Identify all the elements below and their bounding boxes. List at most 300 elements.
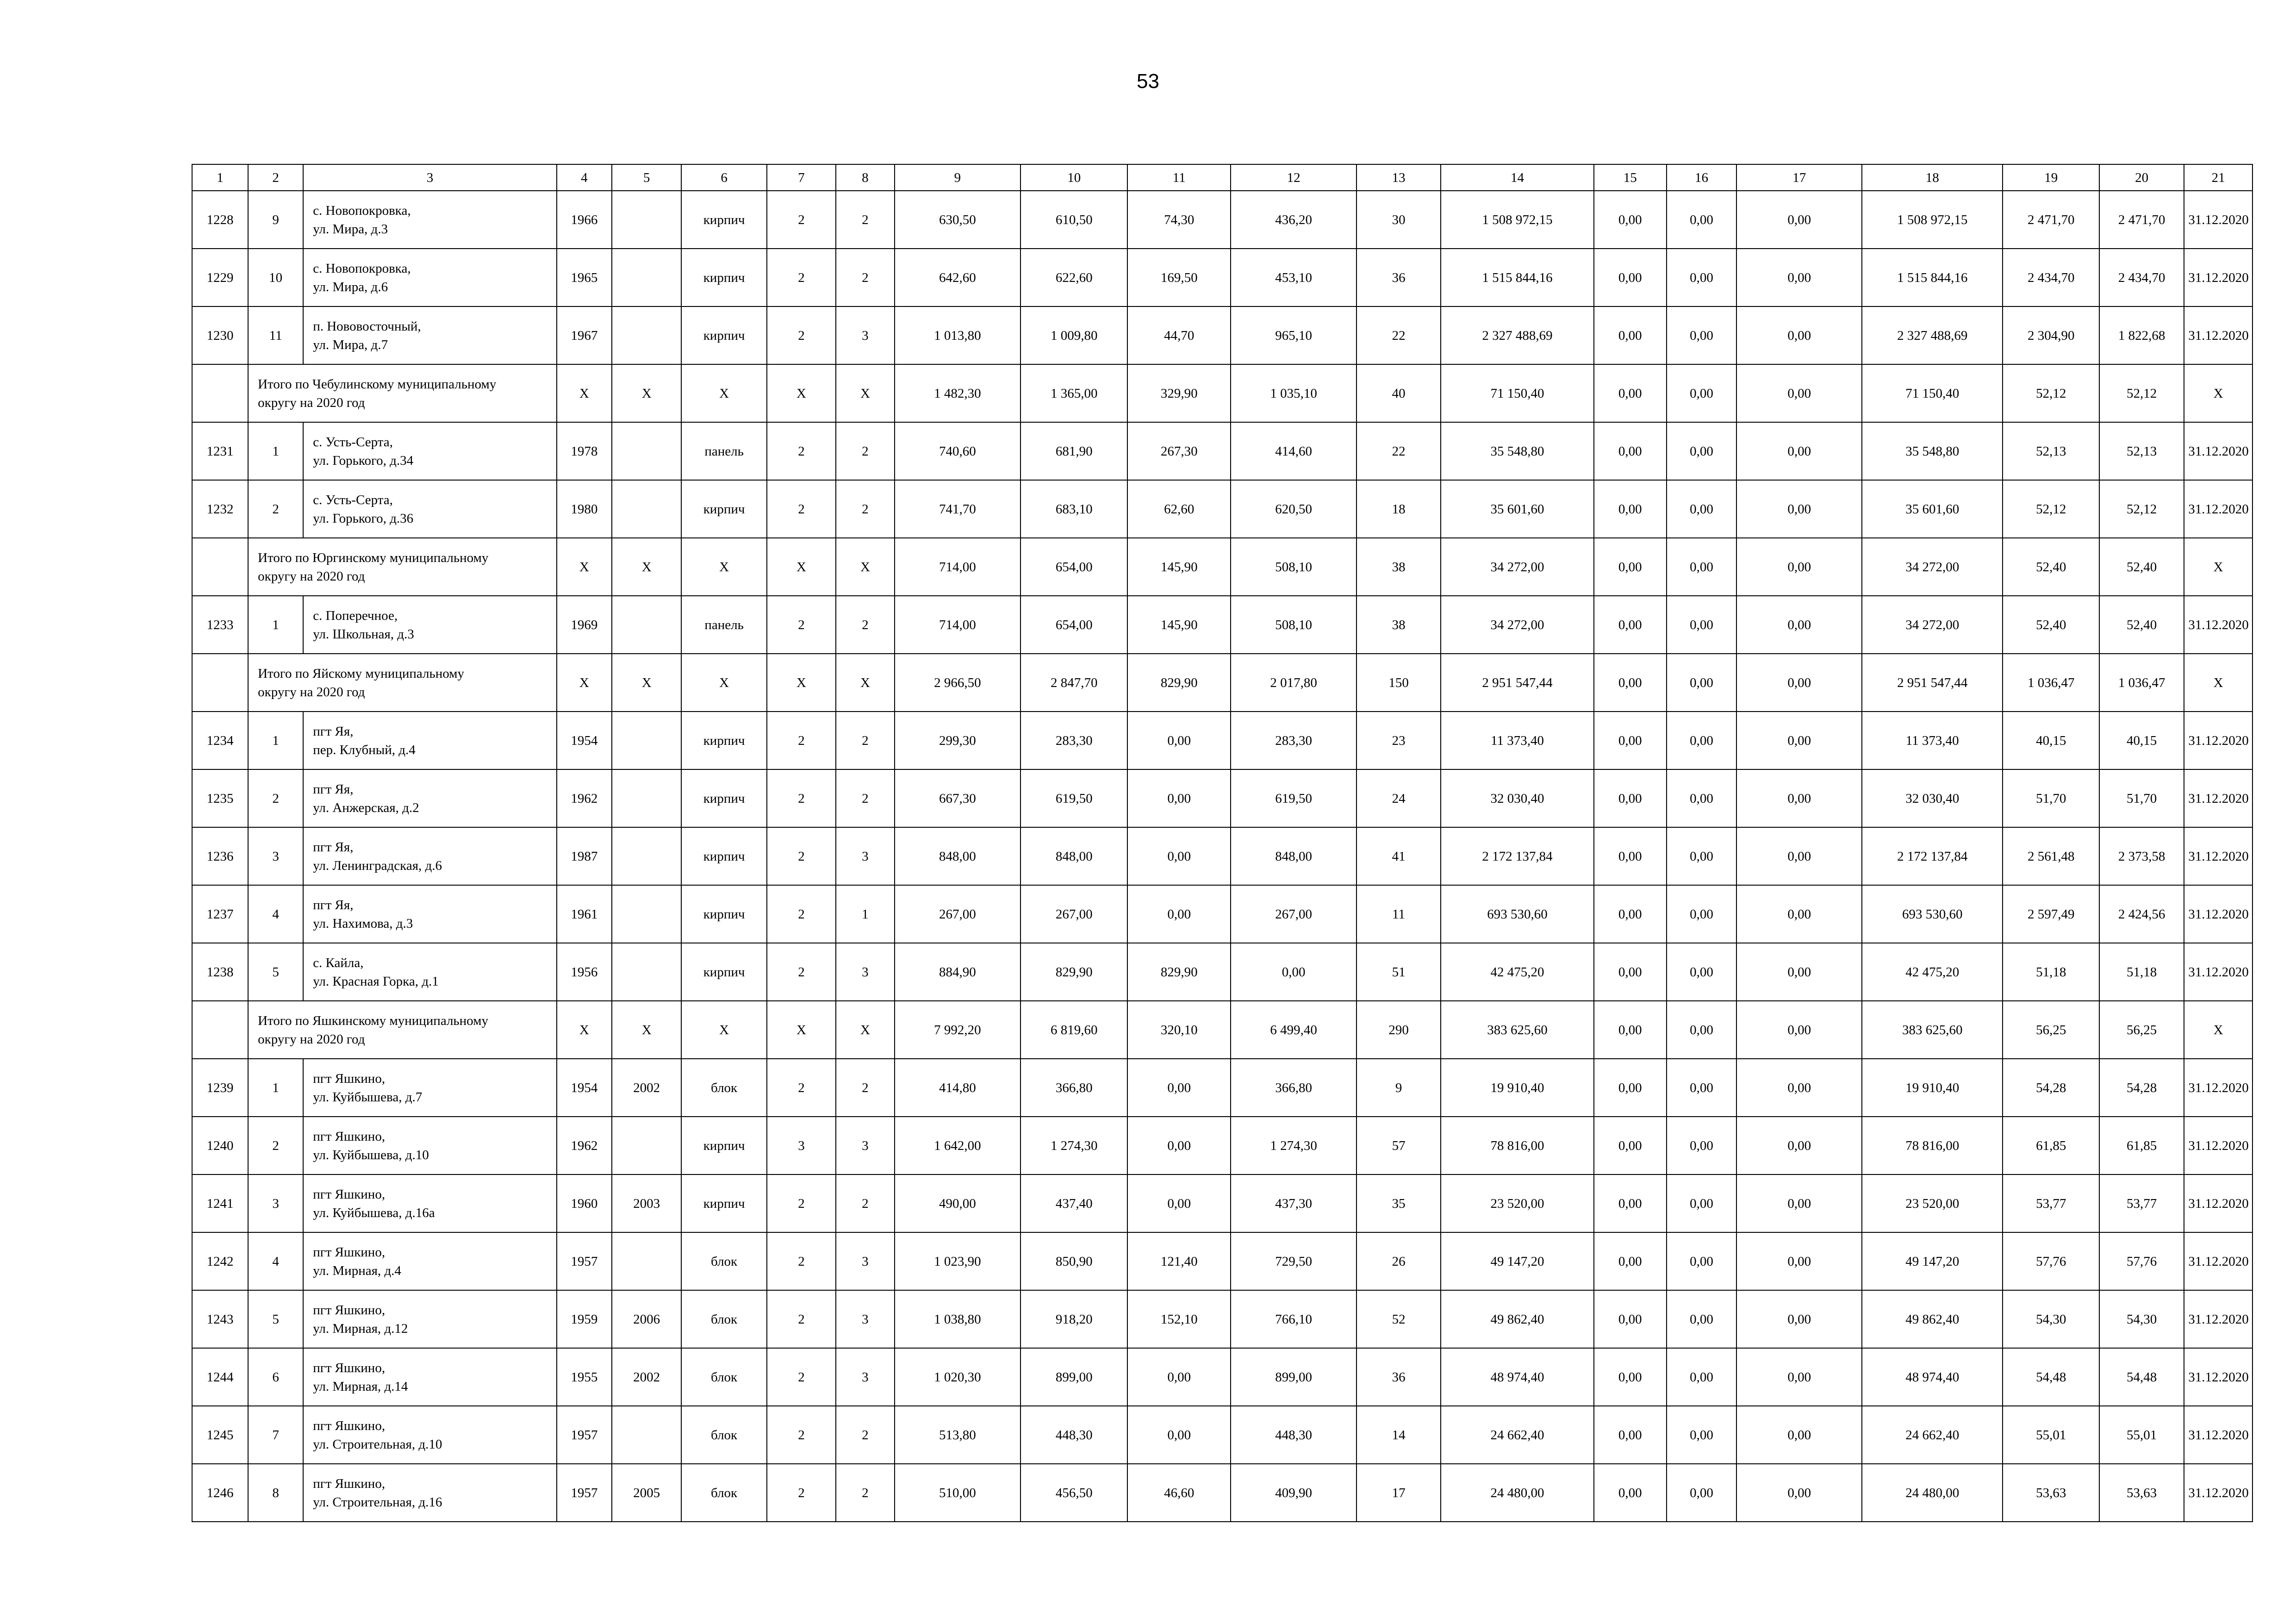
cell-col-21: 31.12.2020 — [2184, 306, 2252, 364]
local-number: 5 — [248, 943, 303, 1001]
cell-col-10: 681,90 — [1020, 422, 1127, 480]
address-line: пгт Яя, — [313, 897, 354, 912]
cell-col-8: 3 — [836, 1290, 894, 1348]
cell-col-14: 49 862,40 — [1441, 1290, 1594, 1348]
cell-col-14: 32 030,40 — [1441, 769, 1594, 827]
row-number: 1244 — [192, 1348, 248, 1406]
cell-col-11: 0,00 — [1127, 769, 1231, 827]
cell-col-11: 0,00 — [1127, 1406, 1231, 1464]
cell-col-6: блок — [681, 1348, 766, 1406]
address-line: ул. Куйбышева, д.16а — [313, 1205, 435, 1220]
cell-col-4: 1962 — [557, 1117, 612, 1174]
cell-col-13: 35 — [1356, 1174, 1441, 1232]
cell-col-13: 23 — [1356, 712, 1441, 769]
cell-col-8: 3 — [836, 827, 894, 885]
cell-col-11: 0,00 — [1127, 885, 1231, 943]
cell-col-21: X — [2184, 538, 2252, 596]
cell-col-19: 52,40 — [2003, 538, 2099, 596]
address — [303, 1464, 557, 1522]
cell-col-8: 2 — [836, 769, 894, 827]
cell-col-13: 38 — [1356, 538, 1441, 596]
cell-col-9: 884,90 — [895, 943, 1021, 1001]
address-line: ул. Мирная, д.4 — [313, 1263, 401, 1278]
cell-col-11: 44,70 — [1127, 306, 1231, 364]
cell-col-21: 31.12.2020 — [2184, 1232, 2252, 1290]
cell-col-6: кирпич — [681, 1117, 766, 1174]
cell-col-9: 1 013,80 — [895, 306, 1021, 364]
cell-col-12: 965,10 — [1231, 306, 1356, 364]
local-number: 2 — [248, 769, 303, 827]
cell-col-16: 0,00 — [1667, 769, 1737, 827]
address-line: ул. Анжерская, д.2 — [313, 800, 419, 815]
cell-col-5: 2002 — [612, 1348, 682, 1406]
table-row — [192, 1117, 2252, 1174]
cell-col-16: 0,00 — [1667, 364, 1737, 422]
address — [303, 249, 557, 306]
cell-col-7: 2 — [767, 827, 836, 885]
cell-col-10: 850,90 — [1020, 1232, 1127, 1290]
cell-col-17: 0,00 — [1736, 538, 1862, 596]
cell-col-9: 490,00 — [895, 1174, 1021, 1232]
cell-col-17: 0,00 — [1736, 191, 1862, 249]
cell-col-20: 52,13 — [2099, 422, 2184, 480]
cell-col-10: 283,30 — [1020, 712, 1127, 769]
cell-col-12: 1 274,30 — [1231, 1117, 1356, 1174]
local-number: 1 — [248, 596, 303, 654]
local-number: 7 — [248, 1406, 303, 1464]
cell-col-16: 0,00 — [1667, 654, 1737, 712]
cell-col-11: 169,50 — [1127, 249, 1231, 306]
row-number: 1229 — [192, 249, 248, 306]
cell-col-10: 899,00 — [1020, 1348, 1127, 1406]
cell-col-6: кирпич — [681, 306, 766, 364]
cell-col-5 — [612, 596, 682, 654]
cell-col-8: 2 — [836, 1464, 894, 1522]
cell-col-8: 2 — [836, 1174, 894, 1232]
cell-col-20: 54,48 — [2099, 1348, 2184, 1406]
cell-col-8: 2 — [836, 712, 894, 769]
total-label-line: округу на 2020 год — [258, 684, 365, 700]
table-row — [192, 943, 2252, 1001]
cell-col-13: 150 — [1356, 654, 1441, 712]
cell-col-10: 1 009,80 — [1020, 306, 1127, 364]
cell-col-11: 829,90 — [1127, 654, 1231, 712]
column-number: 7 — [767, 164, 836, 191]
column-number: 18 — [1862, 164, 2003, 191]
cell-col-19: 57,76 — [2003, 1232, 2099, 1290]
cell-col-15: 0,00 — [1594, 1117, 1667, 1174]
housing-register-table — [192, 164, 2253, 1522]
cell-col-8: X — [836, 1001, 894, 1059]
cell-col-11: 0,00 — [1127, 1348, 1231, 1406]
cell-col-7: 2 — [767, 596, 836, 654]
address-line: с. Новопокровка, — [313, 203, 411, 218]
address-line: пгт Яшкино, — [313, 1418, 386, 1433]
cell-col-9: 1 020,30 — [895, 1348, 1021, 1406]
cell-col-17: 0,00 — [1736, 712, 1862, 769]
cell-col-6: блок — [681, 1290, 766, 1348]
cell-col-5 — [612, 1117, 682, 1174]
column-number: 15 — [1594, 164, 1667, 191]
cell-col-13: 57 — [1356, 1117, 1441, 1174]
cell-col-5 — [612, 712, 682, 769]
cell-col-7: 2 — [767, 1059, 836, 1117]
cell-col-4: X — [557, 1001, 612, 1059]
cell-col-4: 1987 — [557, 827, 612, 885]
cell-col-4: 1960 — [557, 1174, 612, 1232]
cell-col-12: 366,80 — [1231, 1059, 1356, 1117]
total-label-line: Итого по Юргинскому муниципальному — [258, 550, 489, 565]
cell-col-16: 0,00 — [1667, 422, 1737, 480]
cell-col-15: 0,00 — [1594, 827, 1667, 885]
row-number: 1232 — [192, 480, 248, 538]
cell-col-20: 52,40 — [2099, 538, 2184, 596]
address — [303, 769, 557, 827]
cell-col-18: 48 974,40 — [1862, 1348, 2003, 1406]
cell-col-5: X — [612, 364, 682, 422]
cell-col-16: 0,00 — [1667, 480, 1737, 538]
local-number: 1 — [248, 712, 303, 769]
cell-col-13: 52 — [1356, 1290, 1441, 1348]
cell-col-5: 2002 — [612, 1059, 682, 1117]
cell-col-14: 1 508 972,15 — [1441, 191, 1594, 249]
cell-col-11: 46,60 — [1127, 1464, 1231, 1522]
local-number: 1 — [248, 422, 303, 480]
cell-col-15: 0,00 — [1594, 1406, 1667, 1464]
cell-col-19: 52,13 — [2003, 422, 2099, 480]
cell-col-6: панель — [681, 422, 766, 480]
table-row — [192, 1348, 2252, 1406]
cell-col-5 — [612, 249, 682, 306]
cell-col-7: 2 — [767, 1174, 836, 1232]
cell-col-19: 51,70 — [2003, 769, 2099, 827]
column-number: 2 — [248, 164, 303, 191]
cell-col-19: 1 036,47 — [2003, 654, 2099, 712]
cell-col-17: 0,00 — [1736, 364, 1862, 422]
column-number: 17 — [1736, 164, 1862, 191]
cell-col-4: X — [557, 364, 612, 422]
cell-col-21: 31.12.2020 — [2184, 596, 2252, 654]
column-number-row — [192, 164, 2252, 191]
cell-col-11: 0,00 — [1127, 827, 1231, 885]
cell-col-14: 2 951 547,44 — [1441, 654, 1594, 712]
total-label — [248, 538, 557, 596]
cell-col-15: 0,00 — [1594, 943, 1667, 1001]
cell-col-8: 2 — [836, 249, 894, 306]
cell-col-12: 848,00 — [1231, 827, 1356, 885]
cell-col-20: 52,12 — [2099, 364, 2184, 422]
cell-col-20: 2 373,58 — [2099, 827, 2184, 885]
cell-col-19: 2 471,70 — [2003, 191, 2099, 249]
address-line: ул. Куйбышева, д.10 — [313, 1147, 429, 1162]
cell-col-4: 1957 — [557, 1232, 612, 1290]
cell-col-6: X — [681, 364, 766, 422]
cell-col-19: 52,12 — [2003, 480, 2099, 538]
cell-col-14: 383 625,60 — [1441, 1001, 1594, 1059]
cell-col-16: 0,00 — [1667, 1348, 1737, 1406]
cell-col-14: 2 172 137,84 — [1441, 827, 1594, 885]
cell-col-5 — [612, 191, 682, 249]
address — [303, 306, 557, 364]
cell-col-18: 34 272,00 — [1862, 538, 2003, 596]
cell-col-14: 35 548,80 — [1441, 422, 1594, 480]
cell-col-10: 1 274,30 — [1020, 1117, 1127, 1174]
cell-col-18: 49 862,40 — [1862, 1290, 2003, 1348]
table-row — [192, 1464, 2252, 1522]
address-line: пер. Клубный, д.4 — [313, 742, 416, 757]
cell-col-17: 0,00 — [1736, 1117, 1862, 1174]
address-line: ул. Школьная, д.3 — [313, 626, 414, 642]
cell-col-9: 2 966,50 — [895, 654, 1021, 712]
cell-col-6: X — [681, 538, 766, 596]
address-line: ул. Мирная, д.12 — [313, 1321, 408, 1336]
cell-col-12: 6 499,40 — [1231, 1001, 1356, 1059]
cell-col-9: 1 023,90 — [895, 1232, 1021, 1290]
cell-col-8: 3 — [836, 943, 894, 1001]
cell-col-14: 48 974,40 — [1441, 1348, 1594, 1406]
cell-col-18: 49 147,20 — [1862, 1232, 2003, 1290]
column-number: 4 — [557, 164, 612, 191]
address-line: с. Кайла, — [313, 955, 364, 970]
total-label-line: округу на 2020 год — [258, 568, 365, 584]
cell-col-7: 2 — [767, 480, 836, 538]
table-row — [192, 1174, 2252, 1232]
cell-col-8: 2 — [836, 422, 894, 480]
address-line: ул. Ленинградская, д.6 — [313, 858, 442, 873]
table-row — [192, 306, 2252, 364]
cell-col-16: 0,00 — [1667, 1232, 1737, 1290]
cell-col-17: 0,00 — [1736, 827, 1862, 885]
cell-col-10: 437,40 — [1020, 1174, 1127, 1232]
table-row — [192, 712, 2252, 769]
cell-col-11: 62,60 — [1127, 480, 1231, 538]
cell-col-14: 71 150,40 — [1441, 364, 1594, 422]
cell-col-20: 57,76 — [2099, 1232, 2184, 1290]
empty-cell — [192, 538, 248, 596]
cell-col-16: 0,00 — [1667, 538, 1737, 596]
cell-col-7: 2 — [767, 712, 836, 769]
cell-col-14: 24 662,40 — [1441, 1406, 1594, 1464]
address — [303, 596, 557, 654]
cell-col-4: 1961 — [557, 885, 612, 943]
cell-col-10: 610,50 — [1020, 191, 1127, 249]
cell-col-10: 622,60 — [1020, 249, 1127, 306]
total-label — [248, 364, 557, 422]
address-line: ул. Строительная, д.10 — [313, 1437, 442, 1452]
address — [303, 1117, 557, 1174]
cell-col-16: 0,00 — [1667, 249, 1737, 306]
cell-col-15: 0,00 — [1594, 596, 1667, 654]
cell-col-16: 0,00 — [1667, 827, 1737, 885]
column-number: 19 — [2003, 164, 2099, 191]
row-number: 1237 — [192, 885, 248, 943]
cell-col-4: 1978 — [557, 422, 612, 480]
cell-col-18: 383 625,60 — [1862, 1001, 2003, 1059]
cell-col-11: 0,00 — [1127, 1117, 1231, 1174]
cell-col-4: 1957 — [557, 1406, 612, 1464]
cell-col-18: 11 373,40 — [1862, 712, 2003, 769]
cell-col-9: 414,80 — [895, 1059, 1021, 1117]
cell-col-12: 508,10 — [1231, 596, 1356, 654]
cell-col-13: 14 — [1356, 1406, 1441, 1464]
cell-col-7: X — [767, 654, 836, 712]
cell-col-17: 0,00 — [1736, 943, 1862, 1001]
cell-col-18: 2 951 547,44 — [1862, 654, 2003, 712]
column-number: 8 — [836, 164, 894, 191]
table-row — [192, 769, 2252, 827]
address — [303, 1232, 557, 1290]
table-row — [192, 885, 2252, 943]
address — [303, 191, 557, 249]
cell-col-5: 2005 — [612, 1464, 682, 1522]
cell-col-21: 31.12.2020 — [2184, 1290, 2252, 1348]
address-line: ул. Мирная, д.14 — [313, 1379, 408, 1394]
cell-col-21: X — [2184, 1001, 2252, 1059]
table-row — [192, 1290, 2252, 1348]
cell-col-20: 54,28 — [2099, 1059, 2184, 1117]
local-number: 2 — [248, 1117, 303, 1174]
cell-col-7: 3 — [767, 1117, 836, 1174]
table-row — [192, 827, 2252, 885]
table-row — [192, 1232, 2252, 1290]
total-label-line: округу на 2020 год — [258, 1031, 365, 1047]
column-number: 16 — [1667, 164, 1737, 191]
address-line: с. Усть-Серта, — [313, 434, 393, 450]
cell-col-5: X — [612, 538, 682, 596]
cell-col-18: 693 530,60 — [1862, 885, 2003, 943]
cell-col-14: 2 327 488,69 — [1441, 306, 1594, 364]
address-line: ул. Нахимова, д.3 — [313, 916, 413, 931]
cell-col-9: 1 482,30 — [895, 364, 1021, 422]
cell-col-17: 0,00 — [1736, 1348, 1862, 1406]
address-line: пгт Яшкино, — [313, 1187, 386, 1202]
cell-col-5 — [612, 1232, 682, 1290]
address — [303, 1290, 557, 1348]
page-number: 53 — [1137, 70, 1159, 93]
local-number: 4 — [248, 885, 303, 943]
cell-col-13: 36 — [1356, 249, 1441, 306]
row-number: 1233 — [192, 596, 248, 654]
cell-col-14: 49 147,20 — [1441, 1232, 1594, 1290]
address — [303, 1406, 557, 1464]
cell-col-4: 1955 — [557, 1348, 612, 1406]
cell-col-13: 17 — [1356, 1464, 1441, 1522]
address-line: с. Новопокровка, — [313, 261, 411, 276]
cell-col-8: 3 — [836, 306, 894, 364]
table-row — [192, 480, 2252, 538]
local-number: 3 — [248, 1174, 303, 1232]
cell-col-17: 0,00 — [1736, 1290, 1862, 1348]
cell-col-8: 3 — [836, 1348, 894, 1406]
cell-col-21: 31.12.2020 — [2184, 1174, 2252, 1232]
cell-col-11: 829,90 — [1127, 943, 1231, 1001]
address-line: пгт Яшкино, — [313, 1360, 386, 1375]
cell-col-21: 31.12.2020 — [2184, 943, 2252, 1001]
cell-col-17: 0,00 — [1736, 1464, 1862, 1522]
cell-col-8: 3 — [836, 1117, 894, 1174]
cell-col-4: X — [557, 538, 612, 596]
local-number: 4 — [248, 1232, 303, 1290]
table-row — [192, 191, 2252, 249]
cell-col-8: 2 — [836, 480, 894, 538]
cell-col-12: 508,10 — [1231, 538, 1356, 596]
cell-col-14: 24 480,00 — [1441, 1464, 1594, 1522]
cell-col-17: 0,00 — [1736, 1406, 1862, 1464]
cell-col-13: 290 — [1356, 1001, 1441, 1059]
cell-col-20: 51,70 — [2099, 769, 2184, 827]
cell-col-11: 121,40 — [1127, 1232, 1231, 1290]
cell-col-4: 1967 — [557, 306, 612, 364]
cell-col-20: 61,85 — [2099, 1117, 2184, 1174]
cell-col-10: 267,00 — [1020, 885, 1127, 943]
cell-col-12: 414,60 — [1231, 422, 1356, 480]
address-line: ул. Мира, д.6 — [313, 279, 388, 294]
cell-col-5: 2006 — [612, 1290, 682, 1348]
cell-col-19: 53,77 — [2003, 1174, 2099, 1232]
cell-col-19: 54,28 — [2003, 1059, 2099, 1117]
cell-col-11: 0,00 — [1127, 1174, 1231, 1232]
address — [303, 422, 557, 480]
column-number: 1 — [192, 164, 248, 191]
cell-col-9: 667,30 — [895, 769, 1021, 827]
cell-col-13: 18 — [1356, 480, 1441, 538]
row-number: 1234 — [192, 712, 248, 769]
cell-col-10: 448,30 — [1020, 1406, 1127, 1464]
cell-col-17: 0,00 — [1736, 596, 1862, 654]
cell-col-10: 366,80 — [1020, 1059, 1127, 1117]
cell-col-13: 26 — [1356, 1232, 1441, 1290]
cell-col-13: 40 — [1356, 364, 1441, 422]
cell-col-13: 30 — [1356, 191, 1441, 249]
cell-col-19: 2 597,49 — [2003, 885, 2099, 943]
cell-col-17: 0,00 — [1736, 422, 1862, 480]
cell-col-5 — [612, 943, 682, 1001]
address-line: ул. Красная Горка, д.1 — [313, 974, 439, 989]
cell-col-11: 0,00 — [1127, 1059, 1231, 1117]
cell-col-15: 0,00 — [1594, 654, 1667, 712]
address-line: пгт Яшкино, — [313, 1302, 386, 1318]
cell-col-11: 145,90 — [1127, 596, 1231, 654]
cell-col-9: 513,80 — [895, 1406, 1021, 1464]
cell-col-5 — [612, 422, 682, 480]
cell-col-17: 0,00 — [1736, 654, 1862, 712]
table-row — [192, 596, 2252, 654]
table-body — [192, 164, 2252, 1522]
cell-col-20: 2 471,70 — [2099, 191, 2184, 249]
cell-col-9: 714,00 — [895, 538, 1021, 596]
cell-col-15: 0,00 — [1594, 769, 1667, 827]
cell-col-21: 31.12.2020 — [2184, 480, 2252, 538]
local-number: 2 — [248, 480, 303, 538]
cell-col-17: 0,00 — [1736, 249, 1862, 306]
local-number: 6 — [248, 1348, 303, 1406]
cell-col-8: 2 — [836, 1059, 894, 1117]
cell-col-14: 693 530,60 — [1441, 885, 1594, 943]
row-number: 1242 — [192, 1232, 248, 1290]
address-line: пгт Яя, — [313, 724, 354, 739]
cell-col-20: 52,40 — [2099, 596, 2184, 654]
cell-col-15: 0,00 — [1594, 712, 1667, 769]
cell-col-18: 35 601,60 — [1862, 480, 2003, 538]
cell-col-12: 619,50 — [1231, 769, 1356, 827]
cell-col-20: 2 424,56 — [2099, 885, 2184, 943]
cell-col-19: 2 304,90 — [2003, 306, 2099, 364]
cell-col-20: 53,77 — [2099, 1174, 2184, 1232]
cell-col-16: 0,00 — [1667, 1174, 1737, 1232]
cell-col-8: 3 — [836, 1232, 894, 1290]
cell-col-19: 55,01 — [2003, 1406, 2099, 1464]
cell-col-19: 52,40 — [2003, 596, 2099, 654]
